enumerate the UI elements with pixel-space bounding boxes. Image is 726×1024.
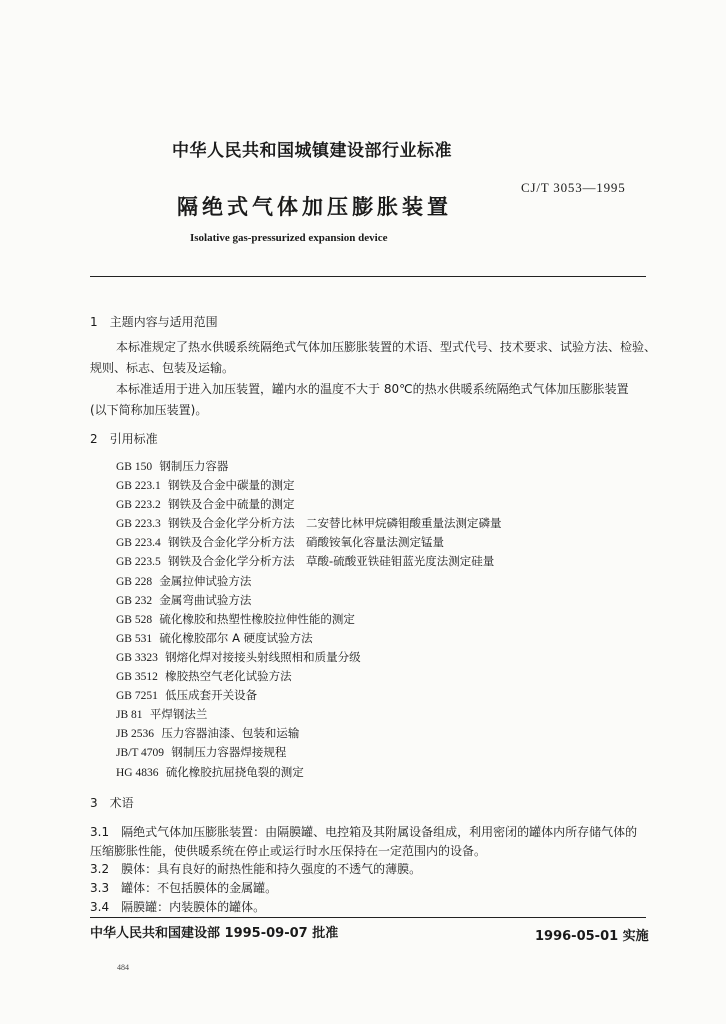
ref-code: GB 232	[116, 595, 153, 607]
header-divider	[90, 276, 646, 277]
ref-title: 钢铁及合金中碳量的测定	[168, 478, 295, 492]
ref-title: 金属拉伸试验方法	[159, 574, 252, 588]
ref-code: HG 4836	[116, 767, 159, 779]
ref-code: JB 81	[116, 709, 143, 721]
issuer-title: 中华人民共和国城镇建设部行业标准	[172, 141, 452, 161]
ref-title: 钢熔化焊对接接头射线照相和质量分级	[165, 650, 361, 664]
ref-title: 橡胶热空气老化试验方法	[165, 669, 292, 683]
ref-item	[116, 744, 286, 760]
ref-item	[116, 764, 304, 780]
ref-code: GB 228	[116, 576, 153, 588]
ref-code: GB 3323	[116, 652, 158, 664]
ref-code: GB 7251	[116, 690, 158, 702]
ref-item	[116, 534, 444, 550]
ref-item	[116, 592, 251, 608]
ref-title: 硫化橡胶邵尔 A 硬度试验方法	[159, 631, 313, 645]
ref-title: 硫化橡胶抗屈挠龟裂的测定	[165, 765, 304, 779]
ref-title: 低压成套开关设备	[165, 688, 258, 702]
approval-date: 中华人民共和国建设部 1995-09-07 批准	[90, 926, 339, 941]
section-2-heading: 2 引用标准	[90, 432, 158, 446]
ref-code: GB 223.4	[116, 537, 161, 549]
document-title: 隔绝式气体加压膨胀装置	[177, 195, 452, 219]
ref-item	[116, 630, 313, 646]
section-1-para-1-line-2: 规则、标志、包装及运输。	[90, 361, 235, 375]
ref-item	[116, 706, 207, 722]
ref-code: GB 223.5	[116, 556, 161, 568]
ref-title: 硫化橡胶和热塑性橡胶拉伸性能的测定	[159, 612, 355, 626]
ref-item	[116, 515, 502, 531]
ref-code: GB 223.1	[116, 480, 161, 492]
effective-date: 1996-05-01 实施	[535, 929, 649, 944]
standard-number: CJ/T 3053—1995	[521, 180, 626, 195]
section-1-heading: 1 主题内容与适用范围	[90, 315, 218, 329]
ref-code: GB 528	[116, 614, 153, 626]
ref-title: 钢制压力容器	[159, 459, 229, 473]
ref-title: 钢铁及合金化学分析方法 二安替比林甲烷磷钼酸重量法测定磷量	[168, 516, 502, 530]
ref-title: 钢制压力容器焊接规程	[171, 745, 287, 759]
section-1-para-1-line-1: 本标准规定了热水供暖系统隔绝式气体加压膨胀装置的术语、型式代号、技术要求、试验方法、检验、	[116, 340, 657, 354]
term-3-3: 3.3 罐体：不包括膜体的金属罐。	[90, 881, 278, 895]
term-3-1-line-1: 3.1 隔绝式气体加压膨胀装置：由隔膜罐、电控箱及其附属设备组成，利用密闭的罐体内所存储气体的	[90, 825, 638, 839]
ref-item	[116, 477, 295, 493]
section-1-para-2-line-1: 本标准适用于进入加压装置，罐内水的温度不大于 80℃的热水供暖系统隔绝式气体加压膨胀装置	[116, 382, 629, 396]
ref-title: 钢铁及合金化学分析方法 硝酸铵氧化容量法测定锰量	[168, 535, 445, 549]
ref-code: GB 3512	[116, 671, 158, 683]
ref-title: 压力容器油漆、包装和运输	[161, 726, 300, 740]
ref-code: GB 150	[116, 461, 153, 473]
ref-item	[116, 458, 228, 474]
ref-item	[116, 496, 295, 512]
term-3-1-line-2: 压缩膨胀性能，使供暖系统在停止或运行时水压保持在一定范围内的设备。	[90, 844, 487, 858]
section-3-heading: 3 术语	[90, 796, 134, 810]
ref-item	[116, 573, 251, 589]
section-1-para-2-line-2: (以下简称加压装置)。	[90, 403, 208, 417]
ref-title: 钢铁及合金中硫量的测定	[168, 497, 295, 511]
ref-code: GB 531	[116, 633, 153, 645]
ref-item	[116, 725, 299, 741]
ref-item	[116, 611, 355, 627]
page-number: 484	[117, 963, 129, 972]
term-3-2: 3.2 膜体：具有良好的耐热性能和持久强度的不透气的薄膜。	[90, 862, 422, 876]
document-title-english: Isolative gas-pressurized expansion device	[190, 232, 388, 244]
ref-title: 钢铁及合金化学分析方法 草酸-硫酸亚铁硅钼蓝光度法测定硅量	[168, 554, 495, 568]
ref-title: 金属弯曲试验方法	[159, 593, 252, 607]
footer-divider	[90, 917, 646, 918]
ref-code: GB 223.3	[116, 518, 161, 530]
term-3-4: 3.4 隔膜罐：内装膜体的罐体。	[90, 900, 266, 914]
ref-item	[116, 649, 361, 665]
ref-code: JB 2536	[116, 728, 155, 740]
ref-item	[116, 553, 494, 569]
ref-title: 平焊钢法兰	[149, 707, 208, 721]
ref-code: GB 223.2	[116, 499, 161, 511]
ref-item	[116, 687, 257, 703]
ref-code: JB/T 4709	[116, 747, 165, 759]
ref-item	[116, 668, 292, 684]
